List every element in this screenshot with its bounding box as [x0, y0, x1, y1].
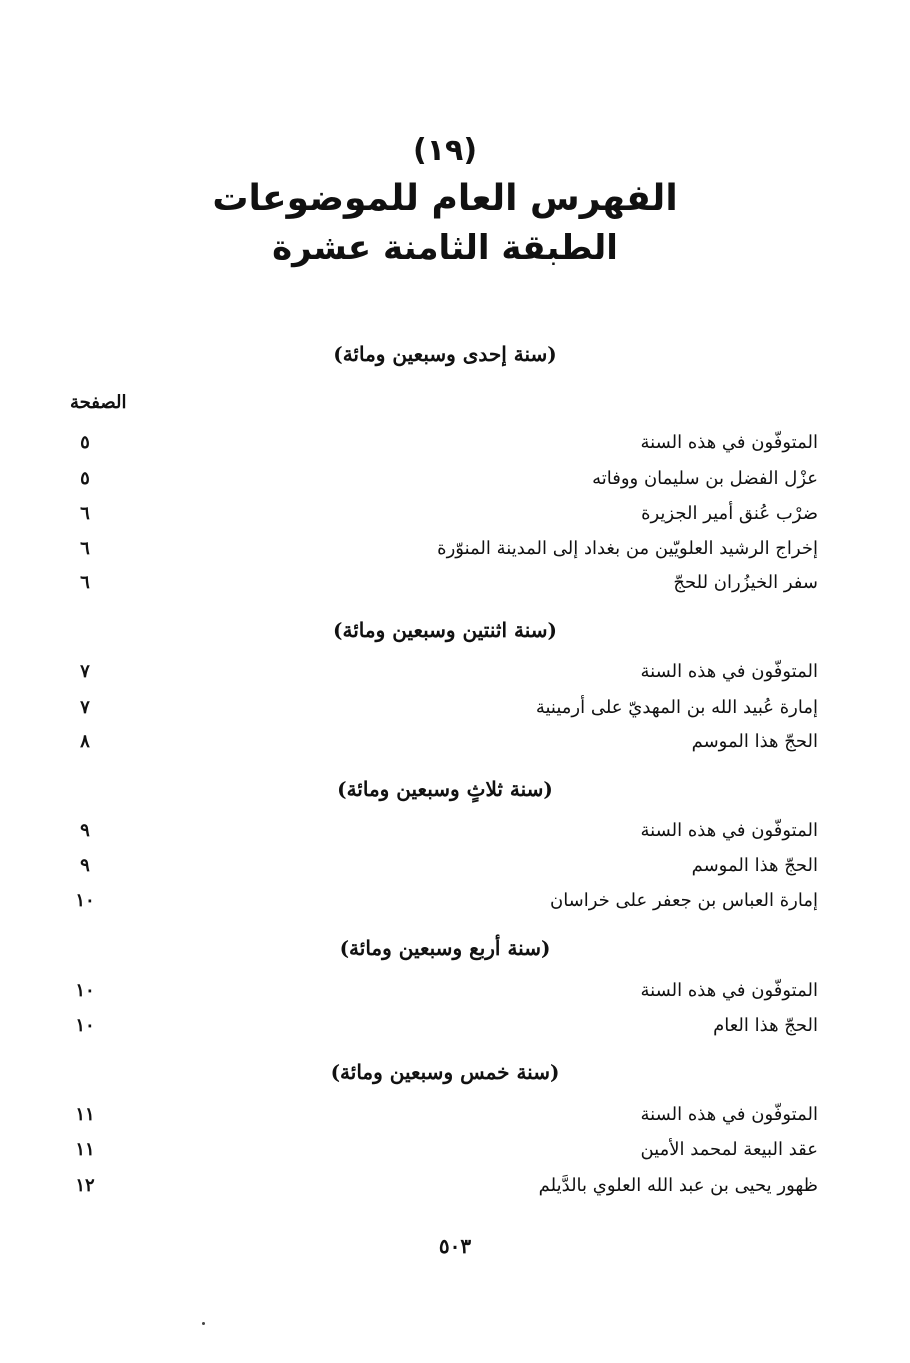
index-row[interactable] [70, 815, 818, 845]
index-row[interactable] [70, 533, 818, 563]
page-ref: ٧ [80, 660, 90, 682]
entry-title: المتوفّون في هذه السنة [640, 660, 818, 682]
chapter-number: (١٩) [412, 133, 478, 168]
entry-title: المتوفّون في هذه السنة [640, 819, 818, 841]
page-ref: ٩ [80, 819, 90, 841]
entry-title: المتوفّون في هذه السنة [640, 1103, 818, 1125]
entry-title: سفر الخيزُران للحجّ [673, 571, 818, 593]
entry-title: إمارة العباس بن جعفر على خراسان [549, 889, 818, 911]
index-row[interactable] [70, 498, 818, 528]
page-number: ٥٠٣ [438, 1234, 472, 1258]
page-ref: ١٠ [75, 1014, 95, 1036]
index-row[interactable] [70, 463, 818, 493]
index-row[interactable] [70, 885, 818, 915]
speck-mark [202, 1322, 205, 1325]
index-row[interactable] [70, 1099, 818, 1129]
entry-title: المتوفّون في هذه السنة [640, 979, 818, 1001]
year-heading: (سنة ثلاثٍ وسبعين ومائة) [337, 777, 553, 801]
year-heading: (سنة إحدى وسبعين ومائة) [333, 342, 557, 366]
entry-title: عزْل الفضل بن سليمان ووفاته [592, 467, 818, 489]
page-ref: ٧ [80, 696, 90, 718]
index-row[interactable] [70, 1170, 818, 1200]
index-row[interactable] [70, 726, 818, 756]
entry-title: الحجّ هذا الموسم [691, 730, 818, 752]
page-ref: ٩ [80, 854, 90, 876]
page-ref: ٥ [80, 467, 90, 489]
index-row[interactable] [70, 692, 818, 722]
entry-title: ظهور يحيى بن عبد الله العلوي بالدَّيلم [538, 1174, 818, 1196]
page-ref: ١١ [75, 1103, 95, 1125]
year-heading: (سنة خمس وسبعين ومائة) [330, 1060, 560, 1084]
page-ref: ١١ [75, 1138, 95, 1160]
index-row[interactable] [70, 656, 818, 686]
index-row[interactable] [70, 975, 818, 1005]
index-row[interactable] [70, 850, 818, 880]
entry-title: المتوفّون في هذه السنة [640, 431, 818, 453]
index-row[interactable] [70, 427, 818, 457]
index-subtitle: الطبقة الثامنة عشرة [272, 228, 618, 268]
page-ref: ٨ [80, 730, 90, 752]
page-ref: ٦ [80, 571, 90, 593]
index-title: الفهرس العام للموضوعات [212, 178, 678, 219]
entry-title: الحجّ هذا العام [713, 1014, 818, 1036]
entry-title: إمارة عُبيد الله بن المهديّ على أرمينية [535, 696, 818, 718]
page-ref: ١٢ [75, 1174, 95, 1196]
page-column-label: الصفحة [70, 392, 127, 413]
entry-title: إخراج الرشيد العلويّين من بغداد إلى المدينة المنوّرة [437, 537, 818, 559]
index-row[interactable] [70, 1134, 818, 1164]
page-ref: ١٠ [75, 979, 95, 1001]
entry-title: عقد البيعة لمحمد الأمين [640, 1138, 818, 1160]
index-row[interactable] [70, 567, 818, 597]
index-row[interactable] [70, 1010, 818, 1040]
page-ref: ٥ [80, 431, 90, 453]
year-heading: (سنة اثنتين وسبعين ومائة) [333, 618, 557, 642]
entry-title: ضرْب عُنق أمير الجزيرة [641, 502, 818, 524]
year-heading: (سنة أربع وسبعين ومائة) [339, 936, 551, 960]
entry-title: الحجّ هذا الموسم [691, 854, 818, 876]
page-ref: ٦ [80, 502, 90, 524]
page-ref: ٦ [80, 537, 90, 559]
page-ref: ١٠ [75, 889, 95, 911]
